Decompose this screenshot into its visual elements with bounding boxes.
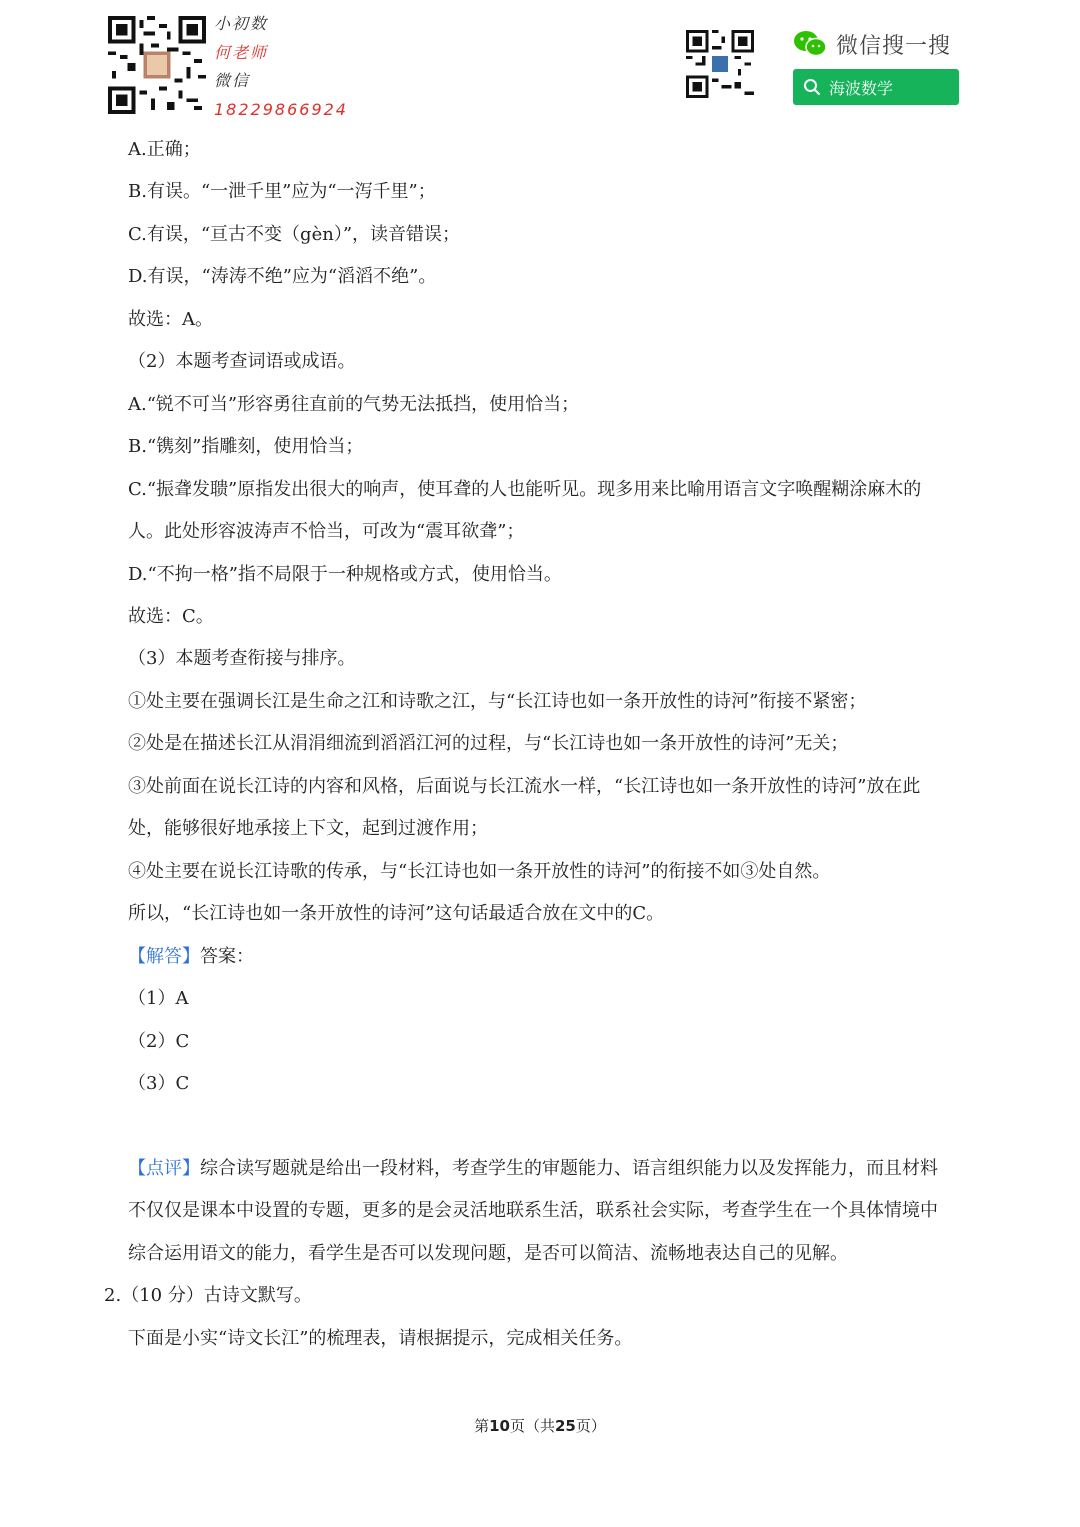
text-line: ②处是在描述长江从涓涓细流到滔滔江河的过程，与“长江诗也如一条开放性的诗河”无关； (128, 733, 849, 754)
question-2-heading (104, 1284, 312, 1308)
wechat-search-label: 微信搜一搜 (836, 33, 952, 59)
contact-line: 微信 (214, 71, 251, 90)
wechat-search-brand (792, 26, 951, 62)
question-number: 2. (104, 1285, 122, 1306)
text-line: 人。此处形容波涛声不恰当，可改为“震耳欲聋”； (128, 521, 525, 542)
search-button[interactable] (793, 69, 959, 105)
page-number: 10 (489, 1417, 510, 1435)
wechat-icon (792, 29, 828, 59)
contact-line: 何老师 (214, 42, 269, 62)
text-line: （2）本题考查词语或成语。 (128, 351, 356, 372)
text-line: 故选：A。 (128, 309, 213, 330)
question-intro: 下面是小实“诗文长江”的梳理表，请根据提示，完成相关任务。 (128, 1328, 633, 1349)
answer-label: 答案： (200, 946, 254, 967)
text-line: B.“镌刻”指雕刻，使用恰当； (128, 436, 364, 457)
text-line: A.正确； (128, 139, 201, 160)
qr-code-left (108, 16, 206, 114)
comment-line (128, 1157, 938, 1181)
contact-phone: 18229866924 (214, 99, 348, 119)
comment-tag: 【点评】 (128, 1158, 200, 1179)
answer-item: （2）C (128, 1031, 190, 1052)
text-line: （3）本题考查衔接与排序。 (128, 648, 356, 669)
qr-code-right (686, 30, 754, 98)
answer-tag: 【解答】 (128, 946, 200, 967)
text-line: 处，能够很好地承接上下文，起到过渡作用； (128, 818, 488, 839)
text-line: 所以，“长江诗也如一条开放性的诗河”这句话最适合放在文中的C。 (128, 903, 665, 924)
text-line: ④处主要在说长江诗歌的传承，与“长江诗也如一条开放性的诗河”的衔接不如③处自然。 (128, 861, 831, 882)
teacher-contact (214, 10, 354, 124)
comment-text: 综合读写题就是给出一段材料，考查学生的审题能力、语言组织能力以及发挥能力，而且材料 (200, 1158, 938, 1179)
text-line: B.有误。“一泄千里”应为“一泻千里”； (128, 181, 436, 202)
question-title: （10 分）古诗文默写。 (121, 1285, 312, 1306)
text-line: ①处主要在强调长江是生命之江和诗歌之江，与“长江诗也如一条开放性的诗河”衔接不紧密； (128, 691, 867, 712)
text-line: 故选：C。 (128, 606, 214, 627)
answer-item: （1）A (128, 988, 189, 1009)
search-icon (803, 78, 821, 96)
page-footer (0, 1415, 1080, 1436)
text-line: C.有误，“亘古不变（gèn）”，读音错误； (128, 224, 461, 245)
text-line: ③处前面在说长江诗的内容和风格，后面说与长江流水一样，“长江诗也如一条开放性的诗河”放在此 (128, 776, 921, 797)
footer-text: 第 (474, 1417, 490, 1435)
text-line: A.“锐不可当”形容勇往直前的气势无法抵挡，使用恰当； (128, 394, 580, 415)
text-line: D.“不拘一格”指不局限于一种规格或方式，使用恰当。 (128, 564, 562, 585)
answer-item: （3）C (128, 1073, 190, 1094)
footer-text: 页（共 (509, 1417, 555, 1435)
search-button-label: 海波数学 (829, 78, 894, 98)
footer-text: 页） (575, 1417, 606, 1435)
text-line: D.有误，“涛涛不绝”应为“滔滔不绝”。 (128, 266, 437, 287)
total-pages: 25 (555, 1417, 576, 1435)
comment-line: 不仅仅是课本中设置的专题，更多的是会灵活地联系生活，联系社会实际，考查学生在一个具体情境中 (128, 1200, 938, 1221)
contact-line: 小初数 (214, 14, 269, 33)
comment-line: 综合运用语文的能力，看学生是否可以发现问题，是否可以简洁、流畅地表达自己的见解。 (128, 1243, 848, 1264)
text-line: C.“振聋发聩”原指发出很大的响声，使耳聋的人也能听见。现多用来比喻用语言文字唤醒糊涂麻木的 (128, 479, 922, 500)
answer-heading (128, 945, 254, 969)
